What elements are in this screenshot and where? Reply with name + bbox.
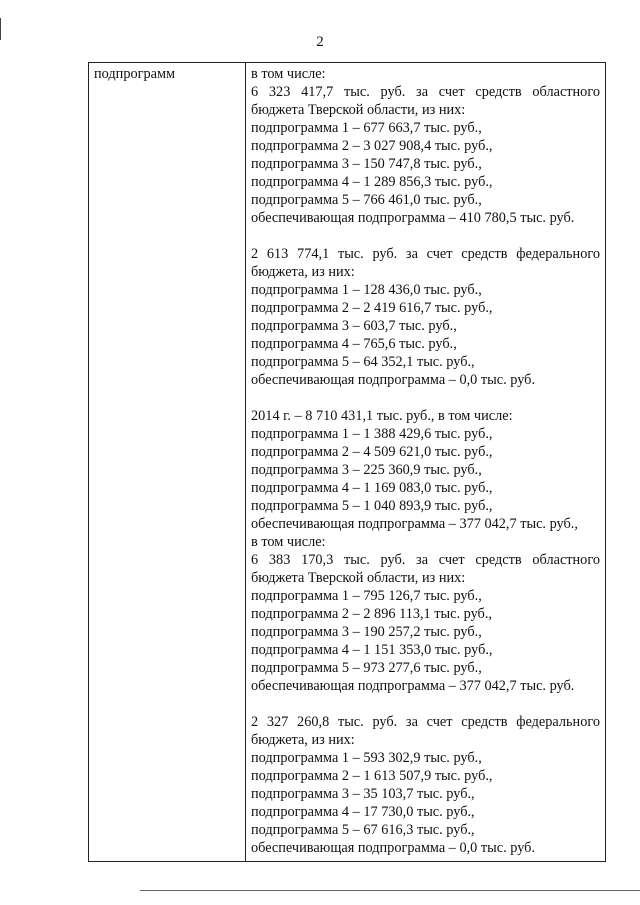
funding-line: подпрограмма 2 – 2 419 616,7 тыс. руб.,: [251, 300, 493, 316]
funding-line: бюджета Тверской области, из них:: [251, 570, 466, 586]
funding-line: 2 613 774,1 тыс. руб. за счет средств федерального: [251, 246, 600, 262]
funding-line: 2014 г. – 8 710 431,1 тыс. руб., в том числе:: [251, 408, 513, 424]
funding-line: подпрограмма 2 – 3 027 908,4 тыс. руб.,: [251, 138, 493, 154]
funding-details-cell: [246, 63, 606, 862]
funding-line: подпрограмма 5 – 64 352,1 тыс. руб.,: [251, 354, 475, 370]
program-funding-table: [88, 62, 606, 862]
funding-line: подпрограмма 4 – 1 151 353,0 тыс. руб.,: [251, 642, 493, 658]
funding-line: подпрограмма 4 – 1 289 856,3 тыс. руб.,: [251, 174, 493, 190]
table-row: [89, 63, 606, 862]
funding-line: подпрограмма 5 – 1 040 893,9 тыс. руб.,: [251, 498, 493, 514]
funding-line: подпрограмма 5 – 766 461,0 тыс. руб.,: [251, 192, 482, 208]
funding-line: подпрограмма 4 – 17 730,0 тыс. руб.,: [251, 804, 475, 820]
funding-line: в том числе:: [251, 534, 326, 550]
funding-line: подпрограмма 5 – 973 277,6 тыс. руб.,: [251, 660, 482, 676]
funding-line: 6 323 417,7 тыс. руб. за счет средств областного: [251, 84, 600, 100]
funding-line: подпрограмма 1 – 1 388 429,6 тыс. руб.,: [251, 426, 493, 442]
funding-line: обеспечивающая подпрограмма – 377 042,7 тыс. руб.: [251, 678, 575, 694]
row-label: подпрограмм: [94, 66, 176, 82]
funding-line: подпрограмма 3 – 35 103,7 тыс. руб.,: [251, 786, 475, 802]
page-bottom-rule: [140, 890, 640, 891]
funding-line: подпрограмма 5 – 67 616,3 тыс. руб.,: [251, 822, 475, 838]
funding-line: 2 327 260,8 тыс. руб. за счет средств федерального: [251, 714, 600, 730]
funding-paragraph: [251, 65, 600, 227]
funding-line: подпрограмма 2 – 1 613 507,9 тыс. руб.,: [251, 768, 493, 784]
funding-line: 6 383 170,3 тыс. руб. за счет средств областного: [251, 552, 600, 568]
funding-line: обеспечивающая подпрограмма – 0,0 тыс. руб.: [251, 372, 536, 388]
funding-line: подпрограмма 3 – 150 747,8 тыс. руб.,: [251, 156, 482, 172]
funding-line: подпрограмма 1 – 795 126,7 тыс. руб.,: [251, 588, 482, 604]
funding-line: подпрограмма 1 – 677 663,7 тыс. руб.,: [251, 120, 482, 136]
funding-line: подпрограмма 3 – 603,7 тыс. руб.,: [251, 318, 457, 334]
funding-paragraph: [251, 713, 600, 857]
funding-line: бюджета Тверской области, из них:: [251, 102, 466, 118]
funding-line: в том числе:: [251, 66, 326, 82]
funding-line: бюджета, из них:: [251, 732, 355, 748]
funding-paragraphs: [251, 65, 600, 857]
row-label-cell: [89, 63, 246, 862]
funding-line: подпрограмма 3 – 190 257,2 тыс. руб.,: [251, 624, 482, 640]
funding-line: подпрограмма 2 – 2 896 113,1 тыс. руб.,: [251, 606, 492, 622]
funding-line: подпрограмма 4 – 765,6 тыс. руб.,: [251, 336, 457, 352]
funding-line: подпрограмма 2 – 4 509 621,0 тыс. руб.,: [251, 444, 493, 460]
funding-line: подпрограмма 1 – 593 302,9 тыс. руб.,: [251, 750, 482, 766]
funding-paragraph: [251, 407, 600, 695]
funding-line: подпрограмма 4 – 1 169 083,0 тыс. руб.,: [251, 480, 493, 496]
funding-paragraph: [251, 245, 600, 389]
funding-line: подпрограмма 3 – 225 360,9 тыс. руб.,: [251, 462, 482, 478]
page-number: 2: [316, 34, 324, 50]
funding-line: обеспечивающая подпрограмма – 377 042,7 тыс. руб.,: [251, 516, 578, 532]
funding-line: обеспечивающая подпрограмма – 410 780,5 тыс. руб.: [251, 210, 575, 226]
funding-line: бюджета, из них:: [251, 264, 355, 280]
funding-line: обеспечивающая подпрограмма – 0,0 тыс. руб.: [251, 840, 536, 856]
funding-line: подпрограмма 1 – 128 436,0 тыс. руб.,: [251, 282, 482, 298]
